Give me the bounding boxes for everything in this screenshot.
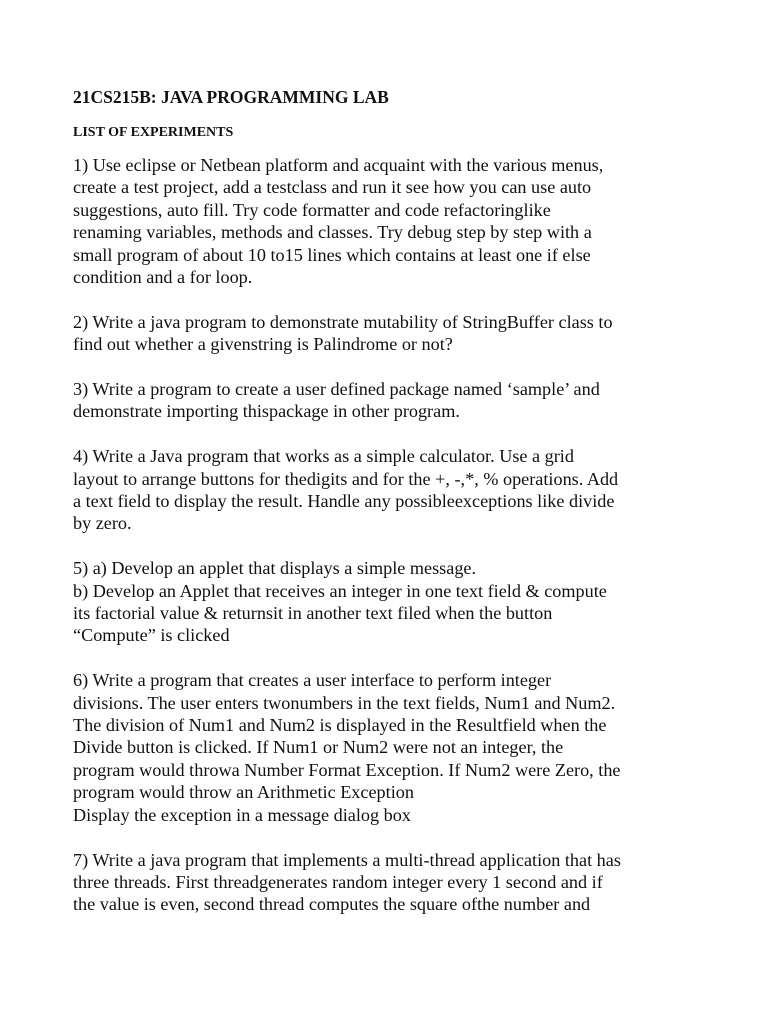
experiment-item bbox=[73, 445, 705, 535]
experiment-text-line: the value is even, second thread computes the square ofthe number and bbox=[73, 894, 591, 915]
experiment-text-line: its factorial value & returnsit in another text filed when the button bbox=[73, 603, 553, 624]
experiment-text-line: 7) Write a java program that implements a multi-thread application that has bbox=[73, 849, 621, 870]
experiment-text-line: The division of Num1 and Num2 is displayed in the Resultfield when the bbox=[73, 715, 607, 736]
experiment-text-line: 5) a) Develop an applet that displays a simple message. bbox=[73, 558, 477, 579]
experiment-text-line: renaming variables, methods and classes. Try debug step by step with a bbox=[73, 222, 592, 243]
experiment-item bbox=[73, 849, 705, 916]
experiment-text-line: program would throwa Number Format Exception. If Num2 were Zero, the bbox=[73, 759, 621, 780]
experiment-item bbox=[73, 669, 705, 826]
experiment-item bbox=[73, 154, 705, 288]
experiment-text-line: small program of about 10 to15 lines which contains at least one if else bbox=[73, 244, 591, 265]
experiment-list bbox=[73, 154, 705, 916]
experiment-text-line: Display the exception in a message dialog box bbox=[73, 804, 411, 825]
experiment-text-line: Divide button is clicked. If Num1 or Num2 were not an integer, the bbox=[73, 737, 564, 758]
experiment-text-line: 2) Write a java program to demonstrate mutability of StringBuffer class to bbox=[73, 311, 613, 332]
document-title: 21CS215B: JAVA PROGRAMMING LAB bbox=[73, 87, 389, 107]
experiment-item bbox=[73, 378, 705, 423]
experiment-item bbox=[73, 557, 705, 647]
experiment-text-line: layout to arrange buttons for thedigits and for the +, -,*, % operations. Add bbox=[73, 468, 619, 489]
experiment-text-line: demonstrate importing thispackage in other program. bbox=[73, 401, 460, 422]
experiment-text-line: “Compute” is clicked bbox=[73, 625, 230, 646]
experiment-text-line: b) Develop an Applet that receives an integer in one text field & compute bbox=[73, 580, 607, 601]
experiment-text-line: suggestions, auto fill. Try code formatter and code refactoringlike bbox=[73, 199, 551, 220]
experiment-item bbox=[73, 311, 705, 356]
experiment-text-line: find out whether a givenstring is Palindrome or not? bbox=[73, 334, 453, 355]
document-subtitle: LIST OF EXPERIMENTS bbox=[73, 125, 234, 140]
experiment-text-line: 3) Write a program to create a user defined package named ‘sample’ and bbox=[73, 379, 600, 400]
experiment-text-line: program would throw an Arithmetic Exception bbox=[73, 782, 414, 803]
experiment-text-line: by zero. bbox=[73, 513, 132, 534]
experiment-text-line: 4) Write a Java program that works as a simple calculator. Use a grid bbox=[73, 446, 574, 467]
document-page bbox=[73, 86, 705, 938]
experiment-text-line: a text field to display the result. Handle any possibleexceptions like divide bbox=[73, 491, 615, 512]
experiment-text-line: condition and a for loop. bbox=[73, 267, 253, 288]
experiment-text-line: three threads. First threadgenerates random integer every 1 second and if bbox=[73, 871, 603, 892]
experiment-text-line: divisions. The user enters twonumbers in the text fields, Num1 and Num2. bbox=[73, 692, 616, 713]
experiment-text-line: 1) Use eclipse or Netbean platform and acquaint with the various menus, bbox=[73, 155, 604, 175]
experiment-text-line: create a test project, add a testclass and run it see how you can use auto bbox=[73, 177, 592, 198]
experiment-text-line: 6) Write a program that creates a user interface to perform integer bbox=[73, 670, 552, 691]
